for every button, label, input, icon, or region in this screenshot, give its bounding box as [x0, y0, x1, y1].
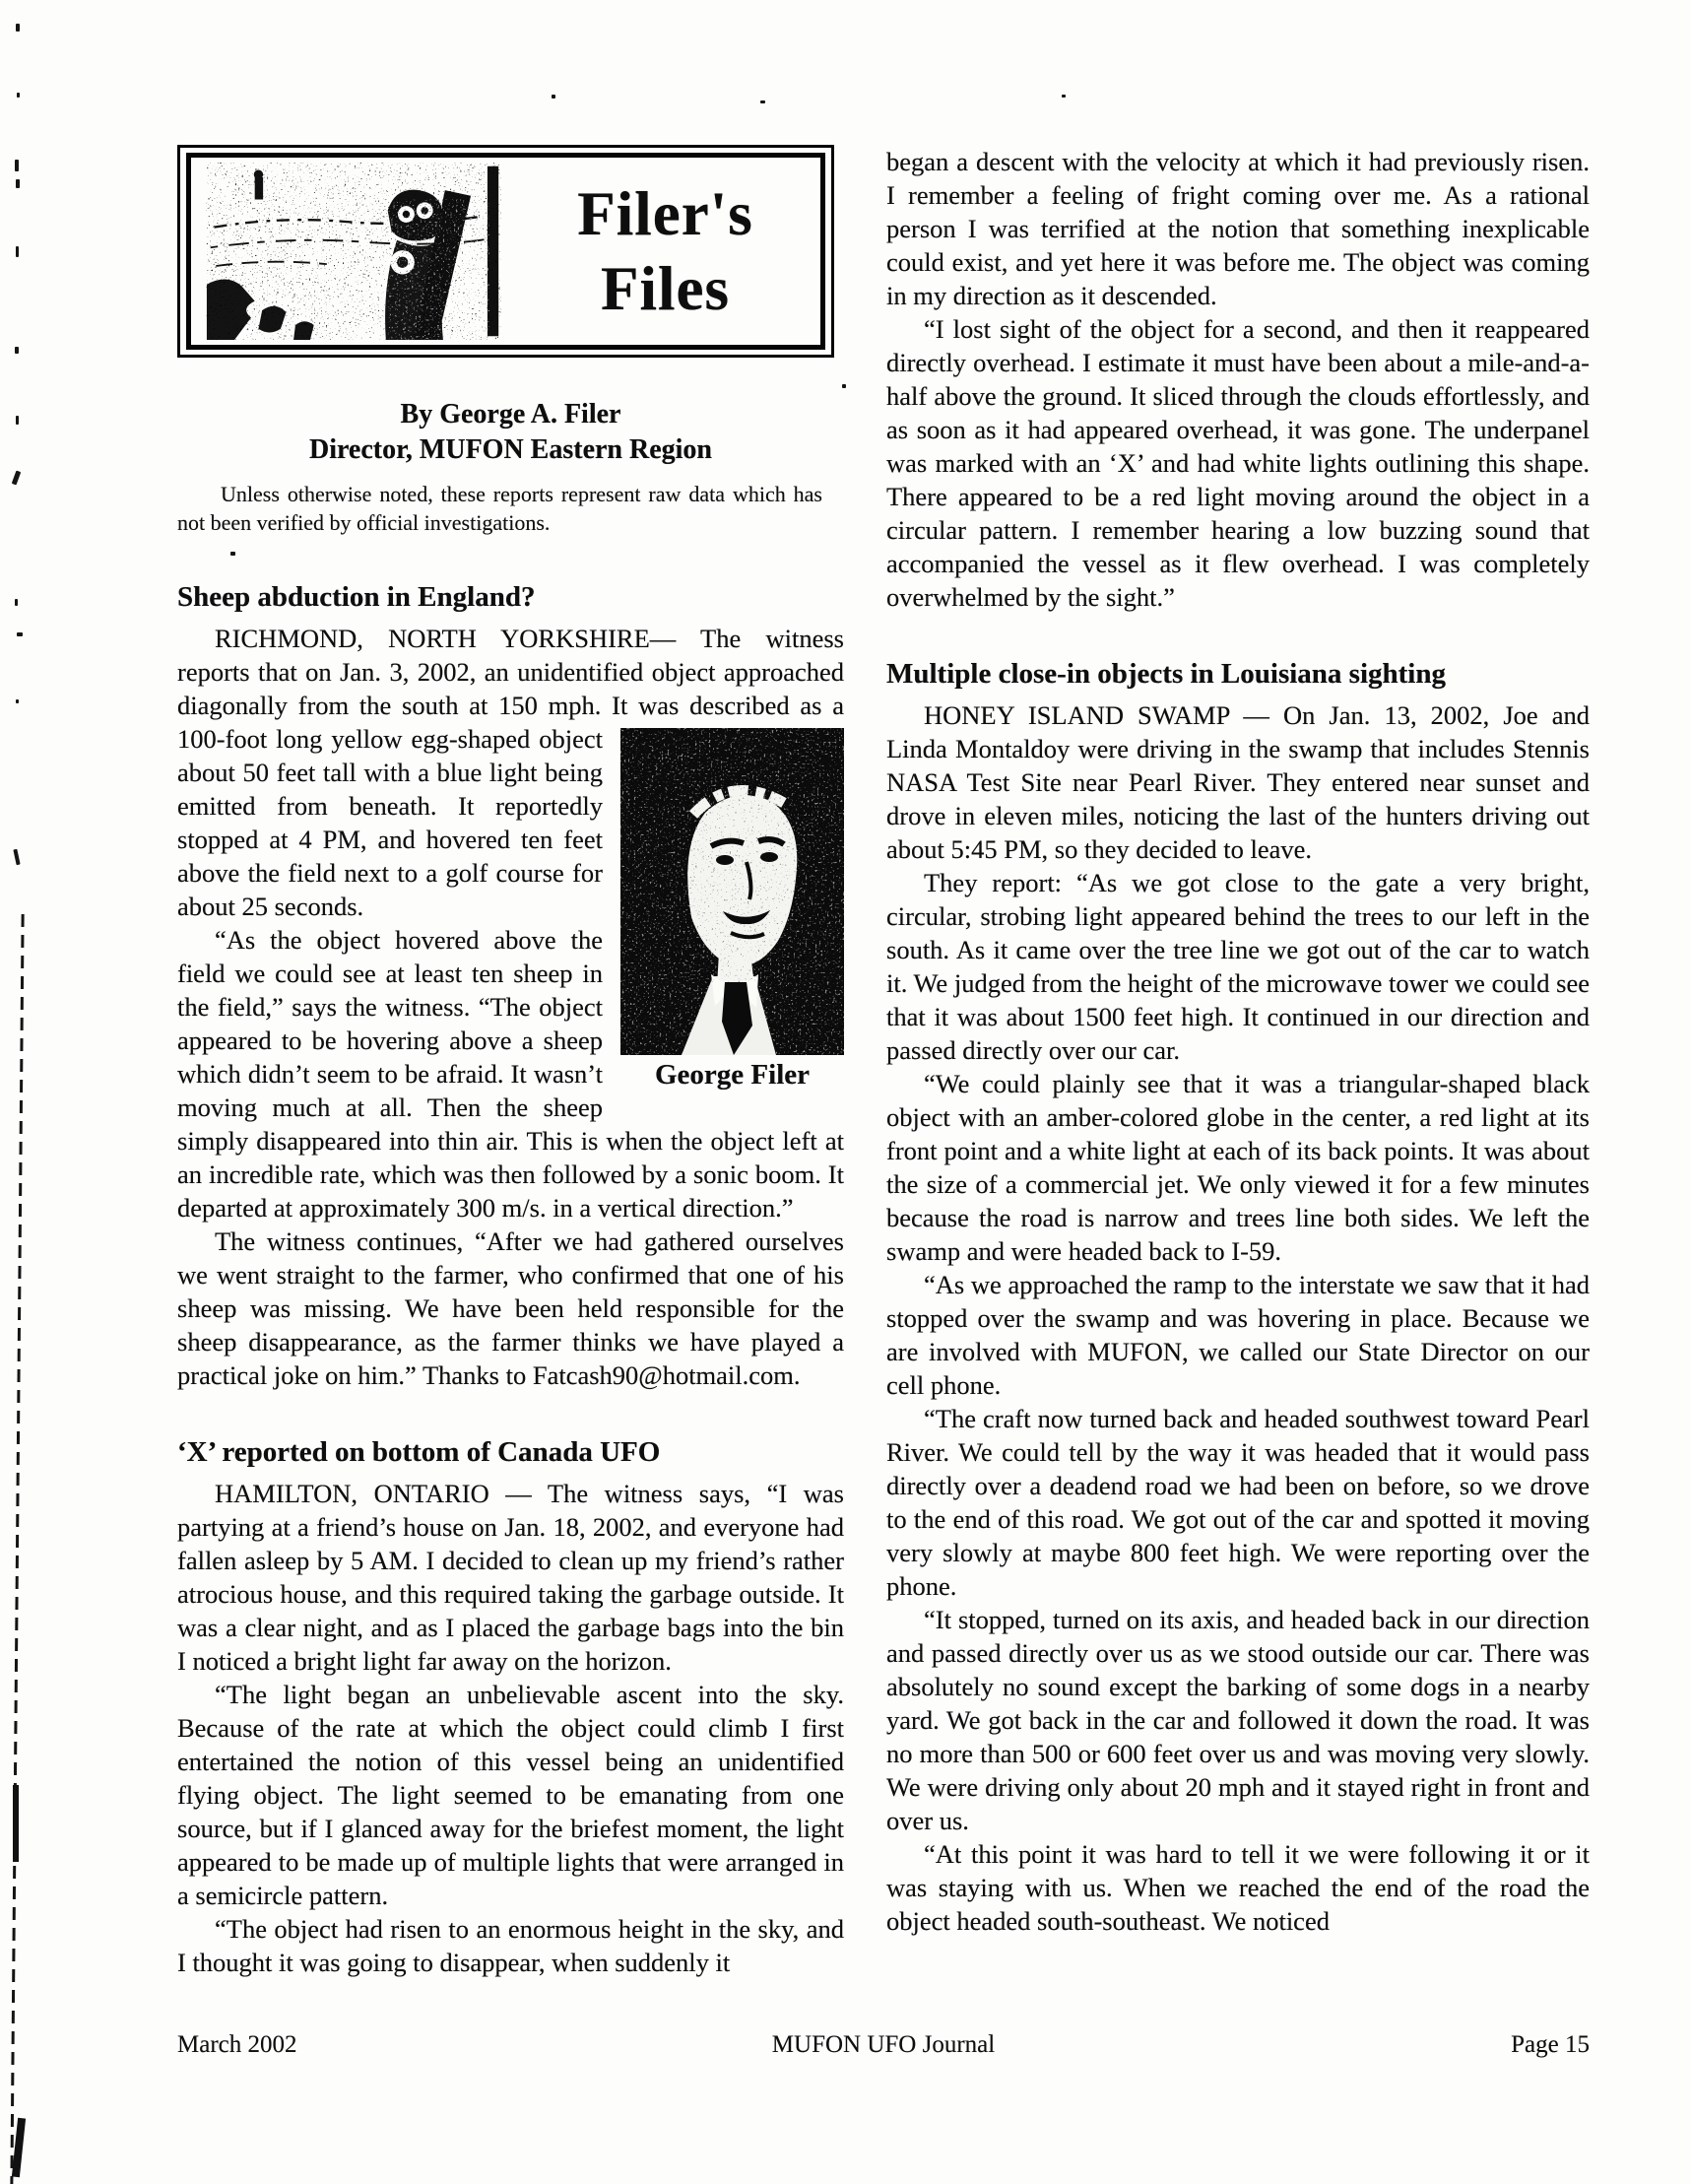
- paragraph-sheep-3: The witness continues, “After we had gathered ourselves we went straight to the farmer, who confirmed that one of his sheep was missing. We have been held responsible for the sheep disappearance, as the farmer thinks we have played a practical joke on him.” Thanks to Fatcash90@hotmail.com.: [177, 1226, 844, 1390]
- scan-speck: [15, 599, 18, 606]
- paragraph-louisiana-1: HONEY ISLAND SWAMP — On Jan. 13, 2002, Joe and Linda Montaldoy were driving in the swamp that includes Stennis NASA Test Site near Pearl River. They entered near sunset and drove in eleven miles, noticing the last of the hunters driving out about 5:45 PM, so they decided to leave.: [886, 700, 1590, 864]
- paragraph-louisiana-6: “It stopped, turned on its axis, and headed back in our direction and passed directly over us as we stood outside our car. There was absolutely no sound except the barking of some dogs in a nearby yard. We got back in the car and followed it down the road. It was no more than 500 or 600 feet over us and was moving very slowly. We were driving only about 20 mph and it stayed right in front and over us.: [886, 1605, 1590, 1835]
- paragraph-canada-5: “I lost sight of the object for a second, and then it reappeared directly overhead. I estimate it must have been about a mile-and-a-half above the ground. It sliced through the clouds effortlessly, and as soon as it had appeared overhead, it was gone. The underpanel was marked with an ‘X’ and had white lights outlining this shape. There appeared to be a red light moving around the object in a circular pattern. I remember hearing a low buzzing sound that accompanied the vessel as it flew overhead. I was completely overwhelmed by the sight.”: [886, 314, 1590, 612]
- section-heading-sheep: Sheep abduction in England?: [177, 581, 536, 613]
- byline-author: By George A. Filer: [400, 399, 621, 430]
- scan-speck: [842, 384, 846, 388]
- masthead-title-line2: Files: [601, 254, 730, 323]
- scan-speck: [760, 100, 765, 103]
- scan-speck: [16, 699, 19, 703]
- paragraph-louisiana-4: “As we approached the ramp to the interstate we saw that it had stopped over the swamp and was hovering in place. Because we are involved with MUFON, we called our State Director on our cell phone.: [886, 1270, 1590, 1400]
- footer-journal-title: MUFON UFO Journal: [771, 2031, 996, 2058]
- george-filer-photo: [620, 728, 844, 1055]
- masthead-inner-border: [186, 153, 825, 350]
- scan-speck: [15, 347, 19, 354]
- scan-speck: [1062, 95, 1066, 98]
- byline-role: Director, MUFON Eastern Region: [308, 434, 713, 465]
- engraving-illustration-image: [197, 163, 510, 340]
- scan-speck: [16, 416, 19, 425]
- section-heading-canada: ‘X’ reported on bottom of Canada UFO: [177, 1436, 661, 1468]
- scan-speck: [16, 24, 20, 32]
- paragraph-louisiana-3: “We could plainly see that it was a triangular-shaped black object with an amber-colored globe in the center, a red light at its front point and a white light at each of its back points. It was about the size of a commercial jet. We only viewed it for a few minutes because the road is narrow and trees line both sides. We left the swamp and were headed back to I-59.: [886, 1069, 1590, 1266]
- disclaimer-note: Unless otherwise noted, these reports represent raw data which has not been verified by official investigations.: [177, 482, 822, 535]
- scan-speck: [17, 93, 20, 98]
- scan-edge-line-artifact: [10, 914, 24, 2184]
- paragraph-canada-4-continued: began a descent with the velocity at which it had previously risen. I remember a feeling of fright coming over me. As a rational person I was terrified at the notion that something inexplicable could exist, and yet here it was before me. The object was coming in my direction as it descended.: [886, 147, 1590, 310]
- scan-blob-artifact: [13, 1785, 19, 1862]
- paragraph-louisiana-5: “The craft now turned back and headed southwest toward Pearl River. We could tell by the way it was headed that it would pass directly over a deadend road we had been on before, so we drove to the end of this road. We got out of the car and spotted it moving very slowly at maybe 800 feet high. We were reporting over the phone.: [886, 1404, 1590, 1601]
- paragraph-canada-3: “The object had risen to an enormous height in the sky, and I thought it was going to disappear, when suddenly it: [177, 1914, 844, 1977]
- masthead-box: [177, 145, 834, 358]
- paragraph-canada-1: HAMILTON, ONTARIO — The witness says, “I was partying at a friend’s house on Jan. 18, 2002, and everyone had fallen asleep by 5 AM. I decided to clean up my friend’s rather atrocious house, and this required taking the garbage outside. It was a clear night, and as I placed the garbage bags into the bin I noticed a bright light far away on the horizon.: [177, 1479, 844, 1676]
- scan-speck: [12, 471, 21, 486]
- footer-page-number: Page 15: [1511, 2031, 1590, 2058]
- portrait-figure: [620, 728, 844, 1094]
- paragraph-louisiana-7: “At this point it was hard to tell it we were following it or it was staying with us. When we reached the end of the road the object headed south-southeast. We noticed: [886, 1839, 1590, 1936]
- footer-issue-date: March 2002: [177, 2031, 297, 2058]
- paragraph-text: about 50 feet tall with a blue light being emitted from beneath. It reportedly stopped at 4 PM, and hovered ten feet above the field next to a golf course for about 25 seconds.: [177, 758, 603, 921]
- scan-speck: [230, 552, 235, 556]
- right-column: [886, 145, 1590, 1938]
- section-heading-louisiana: Multiple close-in objects in Louisiana sighting: [886, 658, 1446, 690]
- masthead-illustration: [197, 163, 510, 340]
- masthead-title: [510, 158, 820, 345]
- photo-caption: George Filer: [655, 1059, 810, 1091]
- scan-speck: [16, 179, 20, 188]
- scan-speck: [552, 95, 555, 99]
- scan-speck: [17, 632, 23, 636]
- paragraph-text: RICHMOND, NORTH YORKSHIRE— The witness reports that on Jan. 3, 2002, an unidentified object approached diagonally from the south at 150 mph. It was described as a 100-foot long yellow egg-shaped object: [177, 624, 844, 754]
- masthead-title-line1: Filer's: [577, 179, 753, 248]
- scan-speck: [15, 160, 19, 171]
- scan-blob-artifact: [12, 2118, 26, 2178]
- scan-speck: [13, 849, 20, 865]
- paragraph-sheep-2: “As the object hovered above the field we could see at least ten sheep in the field,” says the witness. “The object appeared to be hovering above a sheep which didn’t seem to be afraid. It wasn’t moving much at all. Then the sheep simply disappeared into thin air. This is when the object left at an incredible rate, which was then followed by a sonic boom. It departed at approximately 300 m/s. in a vertical direction.”: [177, 925, 844, 1223]
- paragraph-canada-2: “The light began an unbelievable ascent into the sky. Because of the rate at which the object could climb I first entertained the notion of this vessel being an unidentified flying object. The light seemed to be emanating from one source, but if I glanced away for the briefest moment, the light appeared to be made up of multiple lights that were arranged in a semicircle pattern.: [177, 1680, 844, 1910]
- paragraph-louisiana-2: They report: “As we got close to the gate a very bright, circular, strobing light appeared behind the trees to our left in the south. As it came over the tree line we got out of the car to watch it. We judged from the height of the microwave tower we could see that it was about 1500 feet high. It continued in our direction and passed directly over our car.: [886, 868, 1590, 1065]
- scan-speck: [16, 246, 19, 257]
- left-column: [177, 145, 844, 1979]
